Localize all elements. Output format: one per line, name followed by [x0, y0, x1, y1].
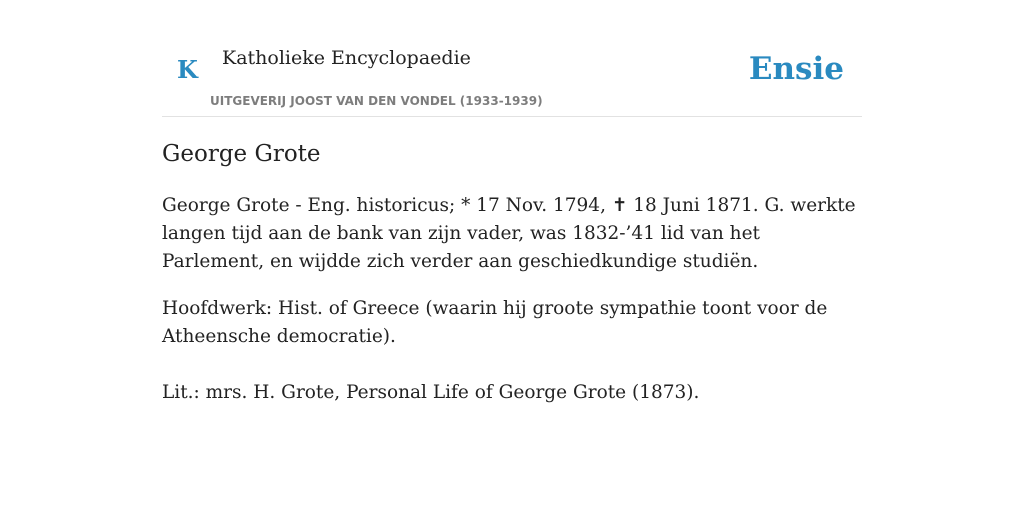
publisher-subtitle: UITGEVERIJ JOOST VAN DEN VONDEL (1933-1939)	[210, 94, 543, 108]
encyclopedia-title-link[interactable]: Katholieke Encyclopaedie	[222, 47, 471, 69]
article-title: George Grote	[162, 141, 321, 167]
encyclopedia-logo[interactable]: K	[177, 55, 198, 84]
article-paragraph-main-work: Hoofdwerk: Hist. of Greece (waarin hij groote sympathie toont voor de Atheensche democratie).	[162, 298, 828, 347]
article	[162, 137, 862, 407]
article-paragraph-intro: George Grote - Eng. historicus; * 17 Nov. 1794, ✝ 18 Juni 1871. G. werkte langen tijd aan de bank van zijn vader, was 1832-’41 lid van het Parlement, en wijdde zich verder aan geschiedkundige studiën.	[162, 195, 856, 272]
article-paragraph-literature: Lit.: mrs. H. Grote, Personal Life of George Grote (1873).	[162, 382, 700, 403]
ensie-logo-link[interactable]: Ensie	[748, 51, 844, 87]
site-header	[162, 0, 862, 117]
